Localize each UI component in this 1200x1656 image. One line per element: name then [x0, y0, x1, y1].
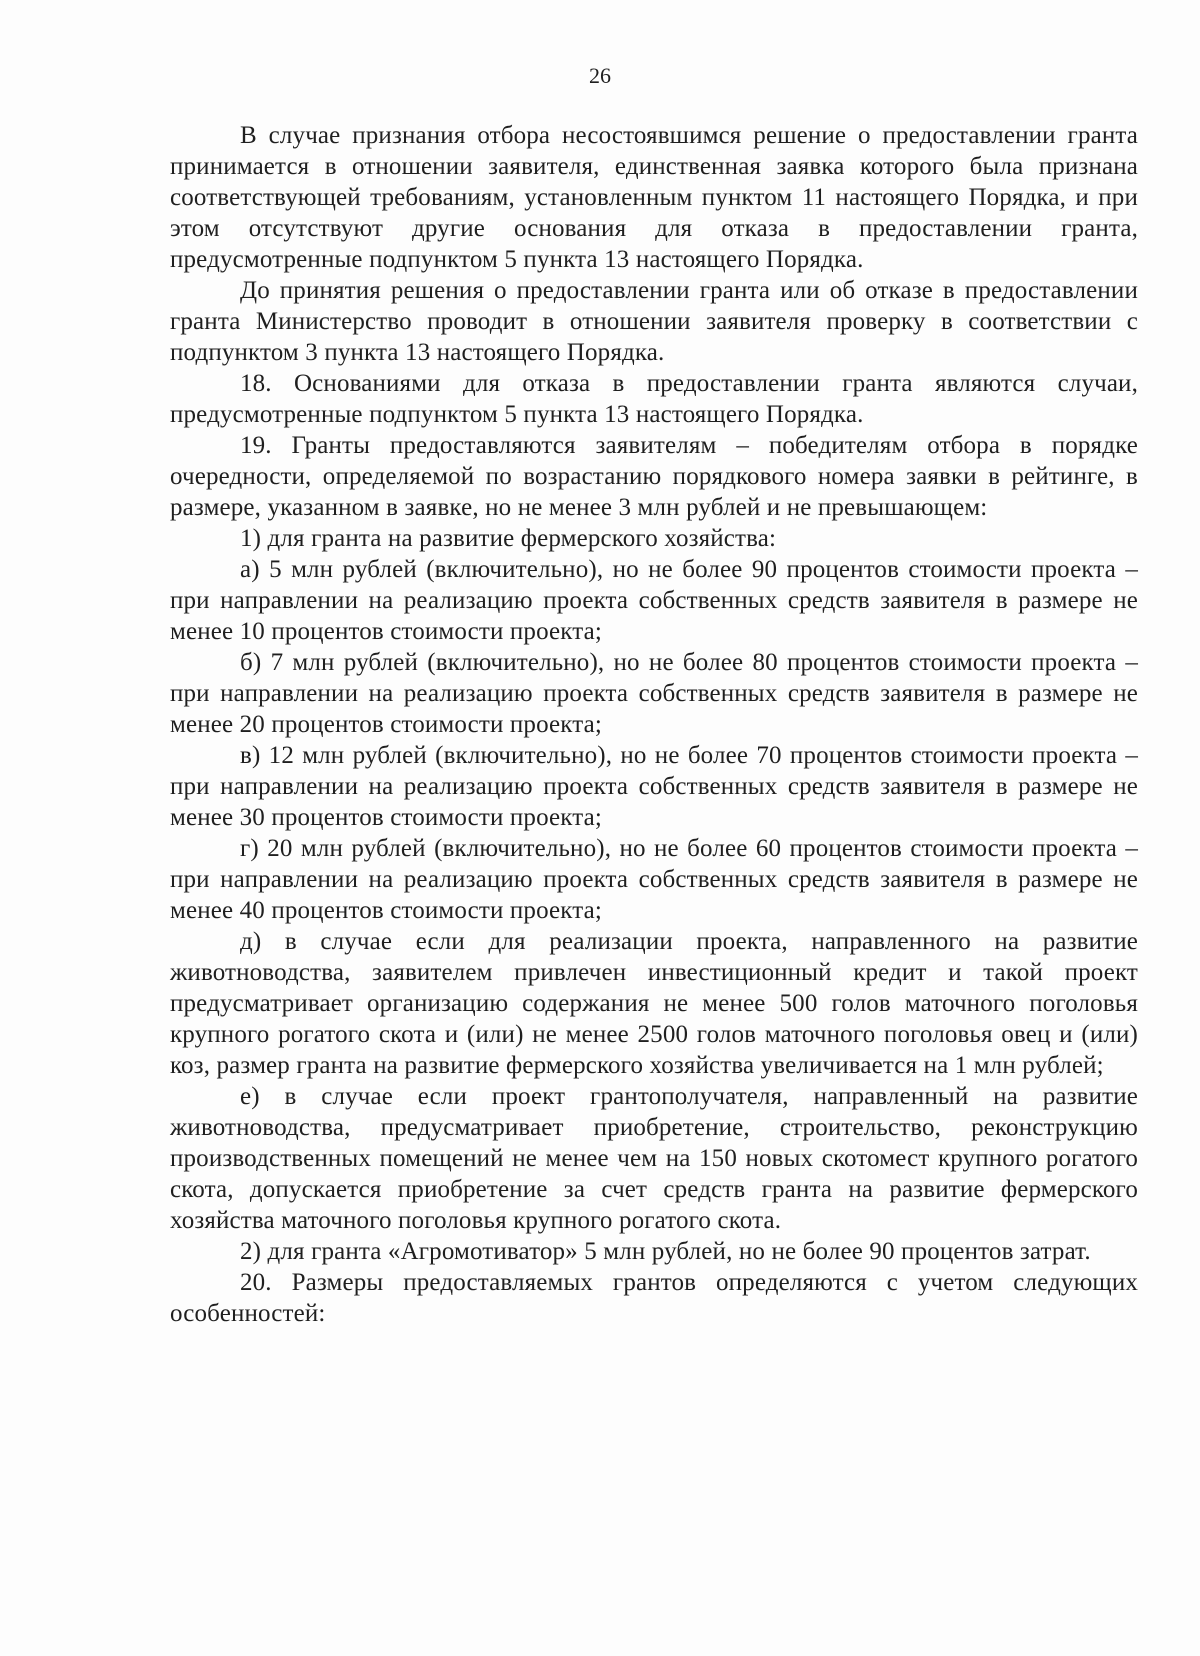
document-body: [170, 120, 1138, 1329]
paragraph-item-18: 18. Основаниями для отказа в предоставлении гранта являются случаи, предусмотренные подпунктом 5 пункта 13 настоящего Порядка.: [170, 370, 1138, 428]
paragraph-subitem-1: 1) для гранта на развитие фермерского хозяйства:: [240, 525, 777, 552]
paragraph-subitem-v: в) 12 млн рублей (включительно), но не более 70 процентов стоимости проекта – при направлении на реализацию проекта собственных средств заявителя в размере не менее 30 процентов стоимости проекта;: [170, 742, 1138, 831]
paragraph-verification: До принятия решения о предоставлении гранта или об отказе в предоставлении гранта Министерство проводит в отношении заявителя проверку в соответствии с подпунктом 3 пункта 13 настоящего Порядка.: [170, 277, 1138, 366]
paragraph-subitem-b: б) 7 млн рублей (включительно), но не более 80 процентов стоимости проекта – при направлении на реализацию проекта собственных средств заявителя в размере не менее 20 процентов стоимости проекта;: [170, 649, 1138, 738]
paragraph-subitem-e: е) в случае если проект грантополучателя, направленный на развитие животноводства, предусматривает приобретение, строительство, реконструкцию производственных помещений не менее чем на 150 новых скотомест крупного рогатого скота, допускается приобретение за счет средств гранта на развитие фермерского хозяйства маточного поголовья крупного рогатого скота.: [170, 1083, 1138, 1234]
paragraph-failed-selection: В случае признания отбора несостоявшимся решение о предоставлении гранта принимается в отношении заявителя, единственная заявка которого была признана соответствующей требованиям, установленным пунктом 11 настоящего Порядка, и при этом отсутствуют другие основания для отказа в предоставлении гранта, предусмотренные подпунктом 5 пункта 13 настоящего Порядка.: [170, 122, 1138, 273]
paragraph-subitem-g: г) 20 млн рублей (включительно), но не более 60 процентов стоимости проекта – при направлении на реализацию проекта собственных средств заявителя в размере не менее 40 процентов стоимости проекта;: [170, 835, 1138, 924]
page-number: 26: [589, 63, 611, 88]
paragraph-subitem-d: д) в случае если для реализации проекта, направленного на развитие животноводства, заявителем привлечен инвестиционный кредит и такой проект предусматривает организацию содержания не менее 500 голов маточного поголовья крупного рогатого скота и (или) не менее 2500 голов маточного поголовья овец и (или) коз, размер гранта на развитие фермерского хозяйства увеличивается на 1 млн рублей;: [170, 928, 1138, 1079]
paragraph-subitem-2: 2) для гранта «Агромотиватор» 5 млн рублей, но не более 90 процентов затрат.: [240, 1238, 1091, 1265]
paragraph-subitem-a: а) 5 млн рублей (включительно), но не более 90 процентов стоимости проекта – при направлении на реализацию проекта собственных средств заявителя в размере не менее 10 процентов стоимости проекта;: [170, 556, 1138, 645]
paragraph-item-19: 19. Гранты предоставляются заявителям – победителям отбора в порядке очередности, определяемой по возрастанию порядкового номера заявки в рейтинге, в размере, указанном в заявке, но не менее 3 млн рублей и не превышающем:: [170, 432, 1138, 521]
paragraph-item-20: 20. Размеры предоставляемых грантов определяются с учетом следующих особенностей:: [170, 1269, 1138, 1327]
